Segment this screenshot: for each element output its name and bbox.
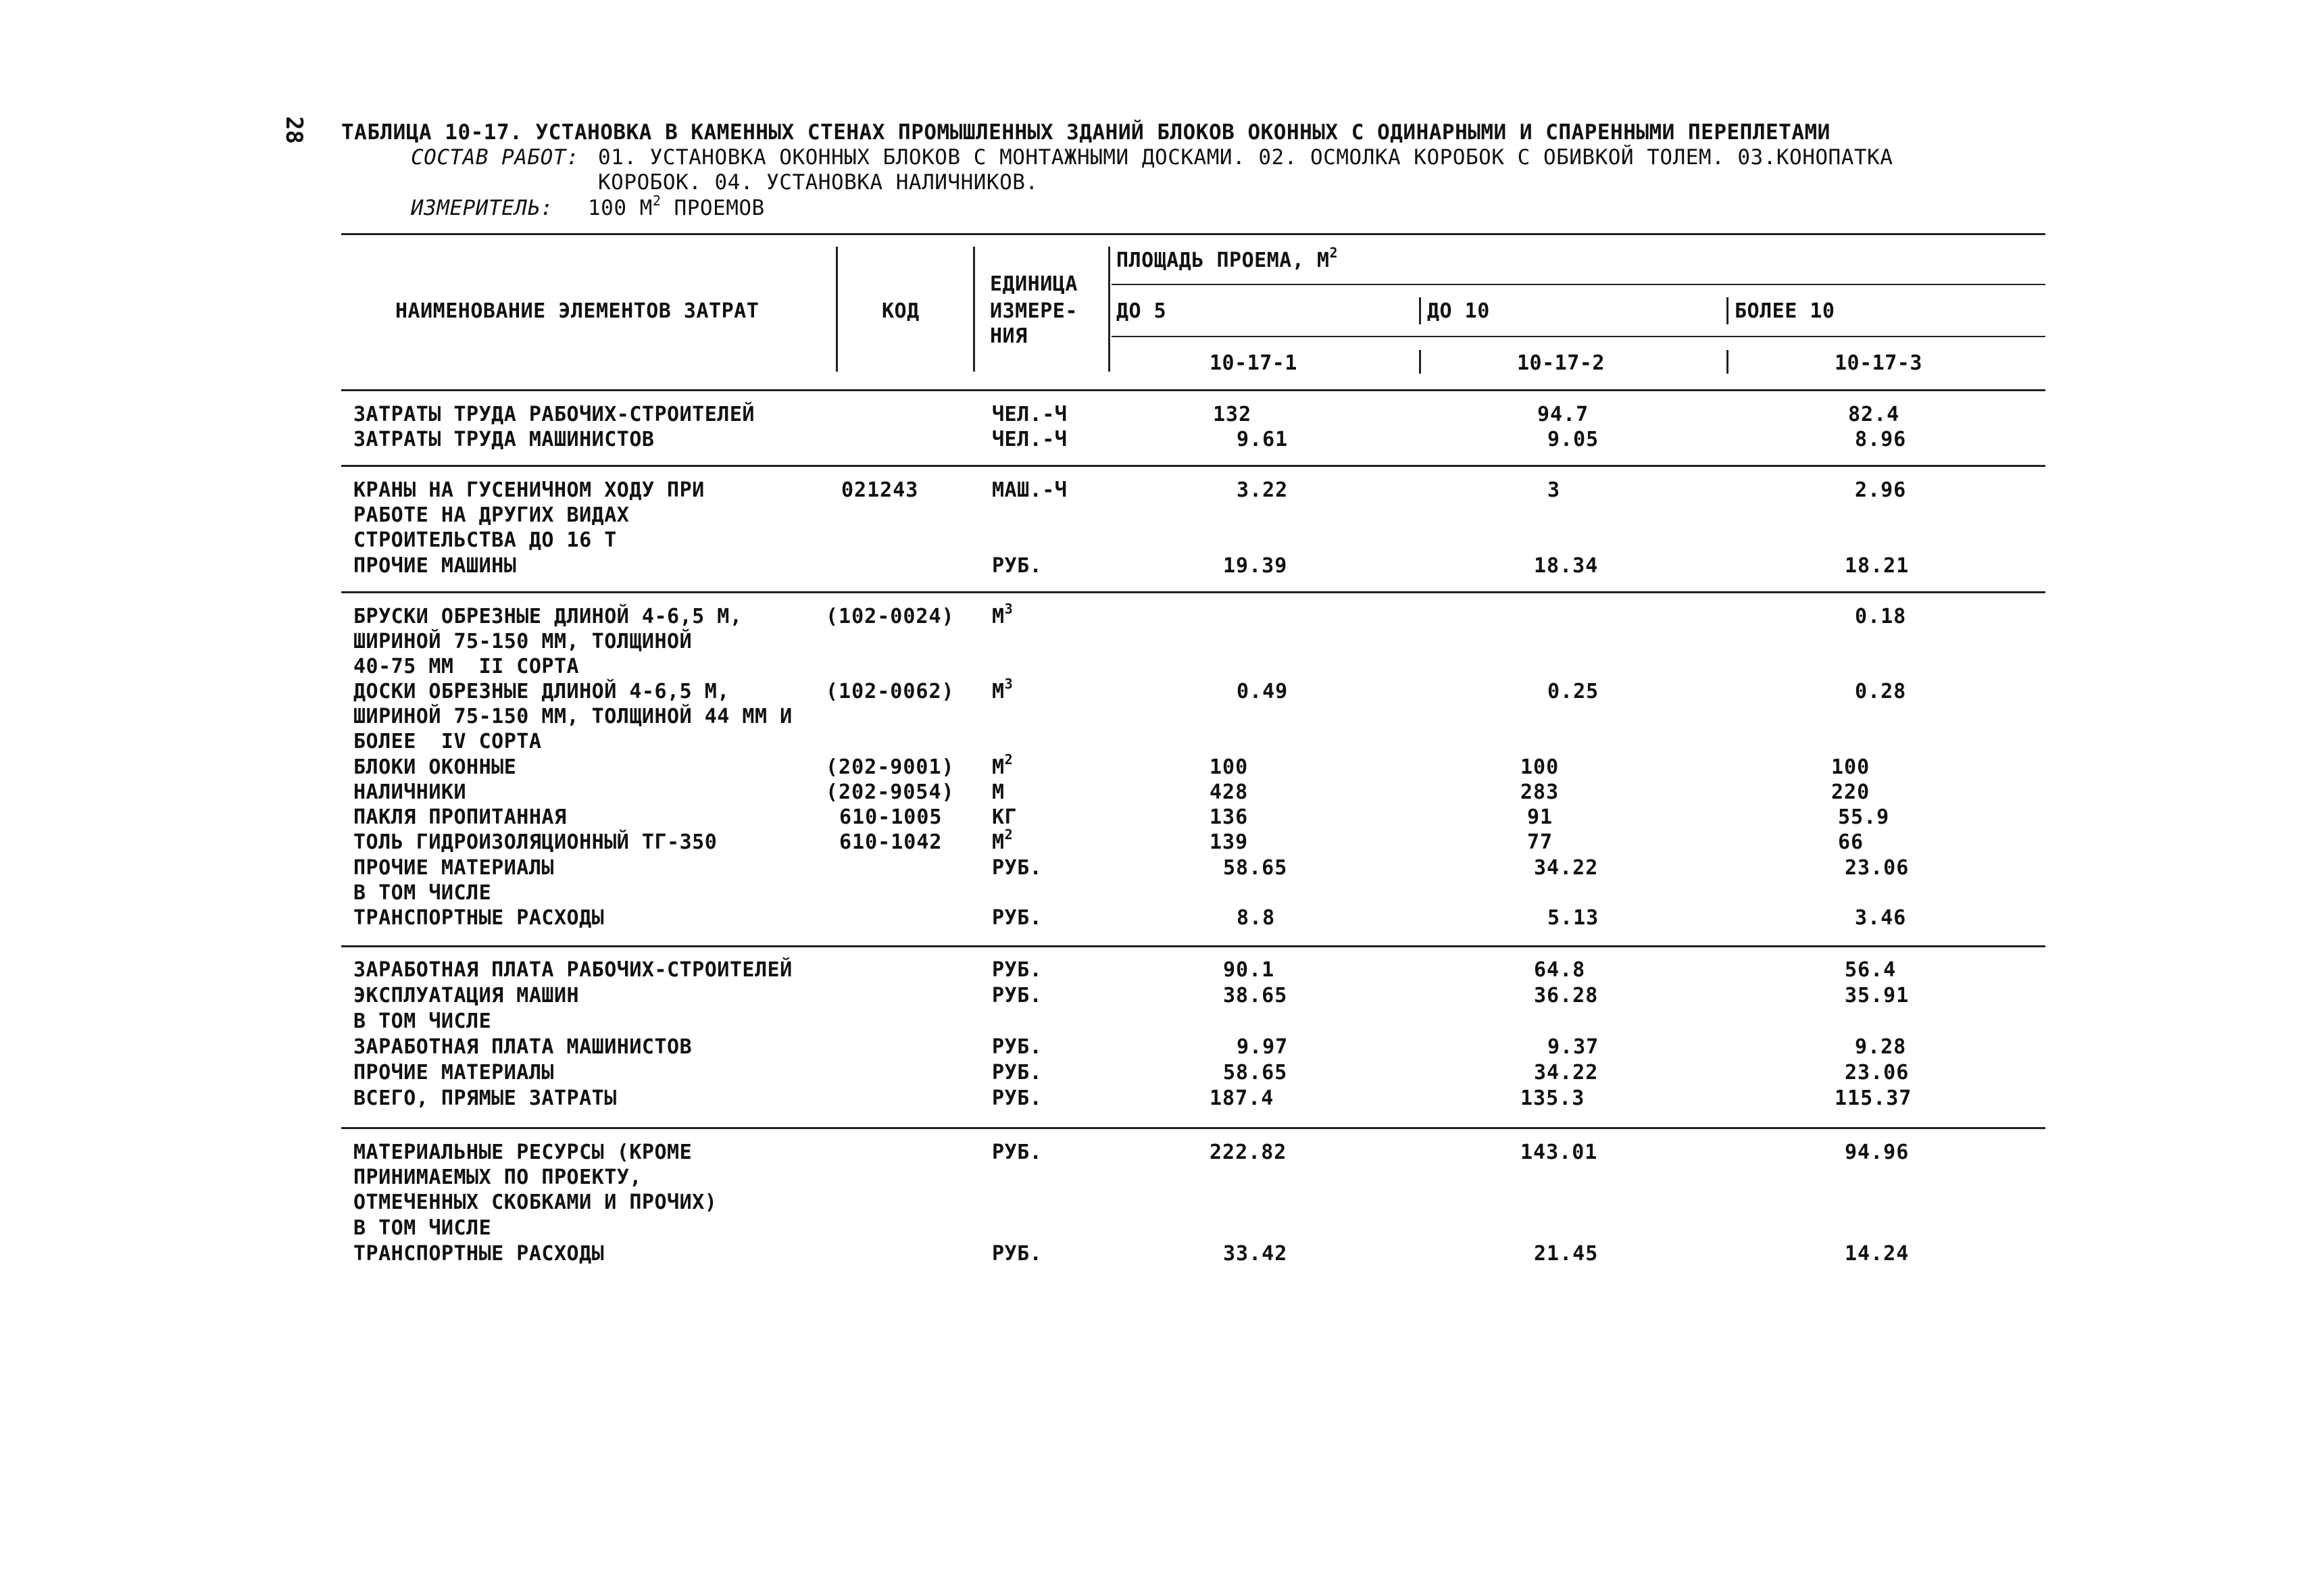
row-name-cont: ПРИНИМАЕМЫХ ПО ПРОЕКТУ, xyxy=(353,1166,642,1189)
row-value-1: 136 xyxy=(1210,805,1249,829)
works-line-1: 01. УСТАНОВКА ОКОННЫХ БЛОКОВ С МОНТАЖНЫМИ ДОСКАМИ. 02. ОСМОЛКА КОРОБОК С ОБИВКОЙ ТОЛЕМ. 03.КОНОПАТКА xyxy=(598,145,1893,170)
row-value-1: 33.42 xyxy=(1223,1242,1288,1266)
row-unit: РУБ. xyxy=(992,906,1043,930)
header-divider-3 xyxy=(1108,247,1110,372)
header-area: ПЛОЩАДЬ ПРОЕМА, $М^2$ xyxy=(1116,245,1339,272)
row-unit: РУБ. xyxy=(992,1035,1043,1059)
header-unit-l3: НИЯ xyxy=(990,324,1028,348)
row-value-2: 9.37 xyxy=(1547,1035,1599,1059)
row-value-3: 0.28 xyxy=(1855,680,1907,703)
row-value-2: 64.8 xyxy=(1534,958,1586,982)
row-value-1: 19.39 xyxy=(1223,554,1288,578)
row-name-cont: БОЛЕЕ IV СОРТА xyxy=(353,730,542,753)
row-unit: $М^3$ xyxy=(992,676,1014,703)
row-unit: РУБ. xyxy=(992,856,1043,880)
row-unit: МАШ.-Ч xyxy=(992,478,1068,502)
row-value-2: 34.22 xyxy=(1534,856,1599,880)
row-value-2: 18.34 xyxy=(1534,554,1599,578)
header-divider-1 xyxy=(836,247,838,372)
row-name-cont: ШИРИНОЙ 75-150 ММ, ТОЛЩИНОЙ 44 ММ И xyxy=(353,705,793,728)
row-value-2: 77 xyxy=(1527,830,1553,854)
row-unit: М xyxy=(992,780,1005,804)
row-value-2: 283 xyxy=(1520,780,1560,804)
row-value-2: 9.05 xyxy=(1547,428,1599,451)
row-name: ТРАНСПОРТНЫЕ РАСХОДЫ xyxy=(353,906,605,930)
row-value-1: 222.82 xyxy=(1210,1141,1287,1164)
row-unit: РУБ. xyxy=(992,1087,1043,1110)
row-code: (202-9054) xyxy=(826,780,955,804)
row-value-1: 132 xyxy=(1213,403,1252,426)
row-value-2: 100 xyxy=(1520,755,1560,779)
row-value-2: 135.3 xyxy=(1520,1087,1585,1110)
works-label: СОСТАВ РАБОТ: xyxy=(411,145,580,170)
row-value-3: 55.9 xyxy=(1838,805,1890,829)
header-name: НАИМЕНОВАНИЕ ЭЛЕМЕНТОВ ЗАТРАТ xyxy=(395,299,760,323)
row-unit: ЧЕЛ.-Ч xyxy=(992,403,1068,426)
row-name: ДОСКИ ОБРЕЗНЫЕ ДЛИНОЙ 4-6,5 М, xyxy=(353,680,730,703)
row-name: В ТОМ ЧИСЛЕ xyxy=(353,1009,492,1033)
header-code: КОД xyxy=(882,299,920,323)
row-name: ТРАНСПОРТНЫЕ РАСХОДЫ xyxy=(353,1242,605,1266)
row-code: 610-1005 xyxy=(839,805,943,829)
row-value-3: 82.4 xyxy=(1848,403,1900,426)
row-value-1: 100 xyxy=(1210,755,1249,779)
header-divider-7 xyxy=(1726,350,1728,374)
row-name: МАТЕРИАЛЬНЫЕ РЕСУРСЫ (КРОМЕ xyxy=(353,1141,693,1164)
header-group-1: ДО 5 xyxy=(1116,299,1167,323)
row-code: (102-0062) xyxy=(826,680,955,703)
header-top-rule xyxy=(341,233,2045,235)
row-value-2: 21.45 xyxy=(1534,1242,1599,1266)
row-value-1: 58.65 xyxy=(1223,856,1288,880)
header-group-2: ДО 10 xyxy=(1427,299,1490,323)
row-value-1: 58.65 xyxy=(1223,1061,1288,1084)
row-code: (202-9001) xyxy=(826,755,955,779)
row-name-cont: ОТМЕЧЕННЫХ СКОБКАМИ И ПРОЧИХ) xyxy=(353,1191,718,1214)
row-unit: ЧЕЛ.-Ч xyxy=(992,428,1068,451)
header-unit-l2: ИЗМЕРЕ- xyxy=(990,299,1078,323)
row-unit: РУБ. xyxy=(992,984,1043,1007)
unit-label: ИЗМЕРИТЕЛЬ: xyxy=(411,196,553,220)
row-value-1: 90.1 xyxy=(1223,958,1275,982)
row-value-2: 91 xyxy=(1527,805,1553,829)
header-unit-l1: ЕДИНИЦА xyxy=(990,272,1078,296)
row-unit: РУБ. xyxy=(992,1141,1043,1164)
row-unit: РУБ. xyxy=(992,1242,1043,1266)
header-group-3: БОЛЕЕ 10 xyxy=(1735,299,1835,323)
row-value-3: 14.24 xyxy=(1845,1242,1910,1266)
row-value-1: 8.8 xyxy=(1237,906,1276,930)
row-value-3: 23.06 xyxy=(1845,1061,1910,1084)
row-unit: РУБ. xyxy=(992,554,1043,578)
row-value-2: 3 xyxy=(1547,478,1561,502)
row-name: ПРОЧИЕ МАШИНЫ xyxy=(353,554,517,578)
row-value-2: 143.01 xyxy=(1520,1141,1598,1164)
row-unit: $М^2$ xyxy=(992,826,1014,854)
row-unit: РУБ. xyxy=(992,1061,1043,1084)
row-name: ЗАТРАТЫ ТРУДА РАБОЧИХ-СТРОИТЕЛЕЙ xyxy=(353,403,755,426)
row-value-3: 8.96 xyxy=(1855,428,1907,451)
header-divider-5 xyxy=(1726,297,1728,324)
section-rule-1 xyxy=(341,465,2045,467)
row-name: КРАНЫ НА ГУСЕНИЧНОМ ХОДУ ПРИ xyxy=(353,478,705,502)
row-value-3: 115.37 xyxy=(1835,1087,1912,1110)
unit-value: 100 $М^2$ ПРОЕМОВ xyxy=(588,193,765,220)
row-value-3: 23.06 xyxy=(1845,856,1910,880)
row-unit: РУБ. xyxy=(992,958,1043,982)
section-rule-3 xyxy=(341,945,2045,947)
row-value-3: 0.18 xyxy=(1855,605,1907,628)
row-name: БЛОКИ ОКОННЫЕ xyxy=(353,755,517,779)
row-value-1: 3.22 xyxy=(1237,478,1289,502)
row-name: В ТОМ ЧИСЛЕ xyxy=(353,1216,492,1240)
row-value-3: 18.21 xyxy=(1845,554,1910,578)
header-col-1: 10-17-1 xyxy=(1210,351,1297,375)
row-value-2: 34.22 xyxy=(1534,1061,1599,1084)
works-line-2: КОРОБОК. 04. УСТАНОВКА НАЛИЧНИКОВ. xyxy=(598,170,1039,195)
row-name-cont: СТРОИТЕЛЬСТВА ДО 16 Т xyxy=(353,528,617,552)
row-value-1: 9.97 xyxy=(1237,1035,1289,1059)
row-value-1: 139 xyxy=(1210,830,1249,854)
row-value-1: 9.61 xyxy=(1237,428,1289,451)
row-name: ПРОЧИЕ МАТЕРИАЛЫ xyxy=(353,1061,554,1084)
row-name: ТОЛЬ ГИДРОИЗОЛЯЦИОННЫЙ ТГ-350 xyxy=(353,830,718,854)
row-value-3: 56.4 xyxy=(1845,958,1897,982)
row-name-cont: РАБОТЕ НА ДРУГИХ ВИДАХ xyxy=(353,503,630,527)
row-unit: $М^3$ xyxy=(992,601,1014,628)
row-value-1: 187.4 xyxy=(1210,1087,1274,1110)
row-name: В ТОМ ЧИСЛЕ xyxy=(353,881,492,905)
row-name: ЗАРАБОТНАЯ ПЛАТА РАБОЧИХ-СТРОИТЕЛЕЙ xyxy=(353,958,793,982)
row-name: ПАКЛЯ ПРОПИТАННАЯ xyxy=(353,805,567,829)
row-value-2: 36.28 xyxy=(1534,984,1599,1007)
row-value-3: 94.96 xyxy=(1845,1141,1910,1164)
header-divider-4 xyxy=(1419,297,1421,324)
row-value-3: 3.46 xyxy=(1855,906,1907,930)
row-value-3: 2.96 xyxy=(1855,478,1907,502)
row-name: ЗАРАБОТНАЯ ПЛАТА МАШИНИСТОВ xyxy=(353,1035,693,1059)
row-value-2: 5.13 xyxy=(1547,906,1599,930)
header-group-rule xyxy=(1112,336,2045,337)
row-value-3: 35.91 xyxy=(1845,984,1910,1007)
header-area-rule xyxy=(1112,284,2045,285)
page-number: 28 xyxy=(280,116,307,144)
row-name: БРУСКИ ОБРЕЗНЫЕ ДЛИНОЙ 4-6,5 М, xyxy=(353,605,743,628)
row-value-1: 428 xyxy=(1210,780,1249,804)
row-value-2: 94.7 xyxy=(1537,403,1589,426)
row-code: (102-0024) xyxy=(826,605,955,628)
header-col-3: 10-17-3 xyxy=(1835,351,1922,375)
section-rule-4 xyxy=(341,1127,2045,1129)
row-value-1: 0.49 xyxy=(1237,680,1289,703)
header-divider-6 xyxy=(1419,350,1421,374)
section-rule-2 xyxy=(341,591,2045,593)
row-code: 610-1042 xyxy=(839,830,943,854)
row-value-3: 66 xyxy=(1838,830,1864,854)
row-name-cont: ШИРИНОЙ 75-150 ММ, ТОЛЩИНОЙ xyxy=(353,630,693,653)
row-name: ЗАТРАТЫ ТРУДА МАШИНИСТОВ xyxy=(353,428,655,451)
row-name: ВСЕГО, ПРЯМЫЕ ЗАТРАТЫ xyxy=(353,1087,617,1110)
header-bottom-rule xyxy=(341,389,2045,391)
row-name: НАЛИЧНИКИ xyxy=(353,780,467,804)
row-code: 021243 xyxy=(841,478,919,502)
row-name: ЭКСПЛУАТАЦИЯ МАШИН xyxy=(353,984,580,1007)
table-title: ТАБЛИЦА 10-17. УСТАНОВКА В КАМЕННЫХ СТЕНАХ ПРОМЫШЛЕННЫХ ЗДАНИЙ БЛОКОВ ОКОННЫХ С ОДИНАРНЫМИ И СПАРЕННЫМИ ПЕРЕПЛЕТАМИ xyxy=(341,120,1831,145)
row-value-3: 220 xyxy=(1831,780,1870,804)
row-value-2: 0.25 xyxy=(1547,680,1599,703)
header-col-2: 10-17-2 xyxy=(1517,351,1605,375)
row-unit: КГ xyxy=(992,805,1018,829)
row-name: ПРОЧИЕ МАТЕРИАЛЫ xyxy=(353,856,554,880)
row-value-3: 9.28 xyxy=(1855,1035,1907,1059)
row-value-3: 100 xyxy=(1831,755,1870,779)
row-unit: $М^2$ xyxy=(992,751,1014,779)
header-divider-2 xyxy=(973,247,975,372)
row-name-cont: 40-75 ММ II СОРТА xyxy=(353,655,580,678)
row-value-1: 38.65 xyxy=(1223,984,1288,1007)
